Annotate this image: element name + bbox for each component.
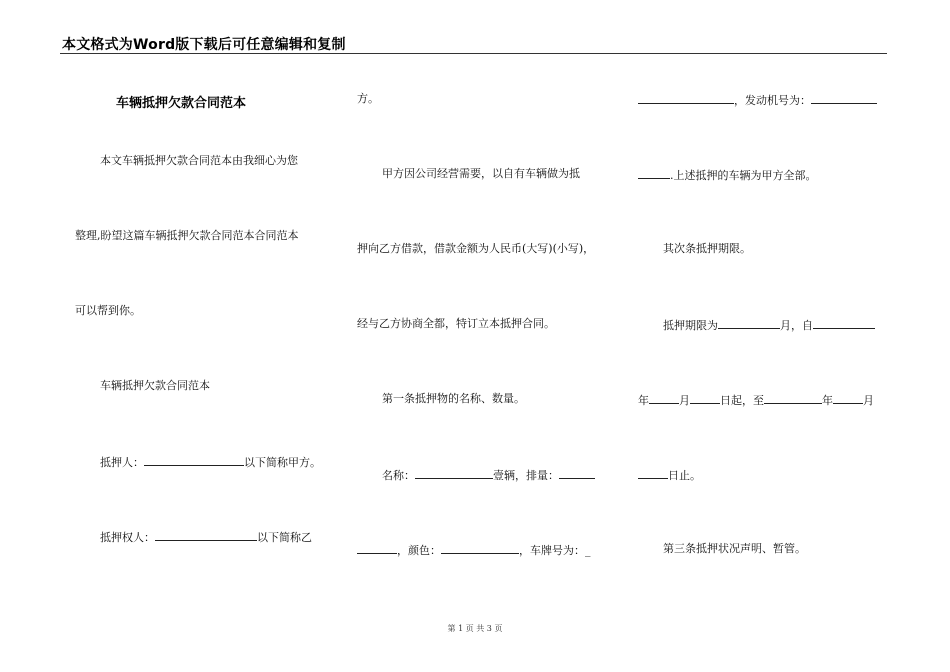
color-blank	[441, 542, 519, 554]
engine-number-continued-blank	[638, 167, 670, 179]
end-year-blank	[764, 392, 822, 404]
term-blank	[718, 317, 780, 329]
pledgor-blank	[144, 454, 244, 466]
col1-line-1: 本文车辆抵押欠款合同范本由我细心为您	[100, 154, 298, 167]
header-title: 本文格式为Word版下载后可任意编辑和复制	[62, 37, 346, 53]
term-label: 抵押期限为	[663, 319, 718, 332]
displacement-blank	[559, 467, 595, 479]
col3-line-3: 其次条抵押期限。	[663, 242, 751, 255]
col1-line-4: 车辆抵押欠款合同范本	[100, 379, 210, 392]
col3-line-2	[638, 167, 817, 183]
pledgee-blank	[155, 529, 257, 541]
pledgor-suffix: 以下简称甲方。	[244, 456, 321, 469]
plate-number-blank	[638, 92, 734, 104]
col1-line-3: 可以帮到你。	[75, 304, 141, 317]
end-year-label: 年	[822, 394, 833, 407]
col1-line-5	[100, 454, 321, 470]
name-blank	[415, 467, 493, 479]
col2-line-3: 押向乙方借款，借款金额为人民币(大写)(小写)，	[357, 242, 595, 255]
col2-line-1: 方。	[357, 92, 379, 105]
col3-line-1	[638, 92, 877, 108]
pledgee-suffix: 以下简称乙	[257, 531, 312, 544]
col2-line-7	[357, 542, 591, 558]
end-month-blank	[833, 392, 863, 404]
end-day-label: 日止。	[668, 469, 701, 482]
term-from-label: 月，自	[780, 319, 813, 332]
ownership-statement: .上述抵押的车辆为甲方全部。	[670, 169, 817, 182]
col2-line-6	[382, 467, 595, 483]
leading-blank	[357, 542, 397, 554]
col3-line-6	[638, 467, 701, 483]
start-year-label: 年	[638, 394, 649, 407]
col2-line-5: 第一条抵押物的名称、数量。	[382, 392, 525, 405]
document-title: 车辆抵押欠款合同范本	[116, 96, 247, 111]
start-day-blank	[690, 392, 720, 404]
col2-line-2: 甲方因公司经营需要，以自有车辆做为抵	[382, 167, 580, 180]
col2-line-4: 经与乙方协商全都，特订立本抵押合同。	[357, 317, 555, 330]
page-indicator: 第 1 页 共 3 页	[447, 624, 503, 633]
plate-label: ，车牌号为：_	[519, 544, 591, 557]
start-year-blank	[813, 317, 875, 329]
color-label: ，颜色：	[397, 544, 441, 557]
start-day-label: 日起，至	[720, 394, 764, 407]
end-day-blank	[638, 467, 668, 479]
pledgee-label: 抵押权人：	[100, 531, 155, 544]
name-label: 名称：	[382, 469, 415, 482]
header-divider	[60, 53, 887, 54]
col3-line-4	[663, 317, 875, 333]
col3-line-5	[638, 392, 874, 408]
start-month-label: 月	[679, 394, 690, 407]
engine-number-label: ，发动机号为：	[734, 94, 811, 107]
quantity-displacement-label: 壹辆，排量：	[493, 469, 559, 482]
col3-line-7: 第三条抵押状况声明、暂管。	[663, 542, 806, 555]
engine-number-blank	[811, 92, 877, 104]
col1-line-2: 整理,盼望这篇车辆抵押欠款合同范本合同范本	[75, 229, 299, 242]
end-month-label: 月	[863, 394, 874, 407]
start-month-blank	[649, 392, 679, 404]
pledgor-label: 抵押人：	[100, 456, 144, 469]
col1-line-6	[100, 529, 312, 545]
